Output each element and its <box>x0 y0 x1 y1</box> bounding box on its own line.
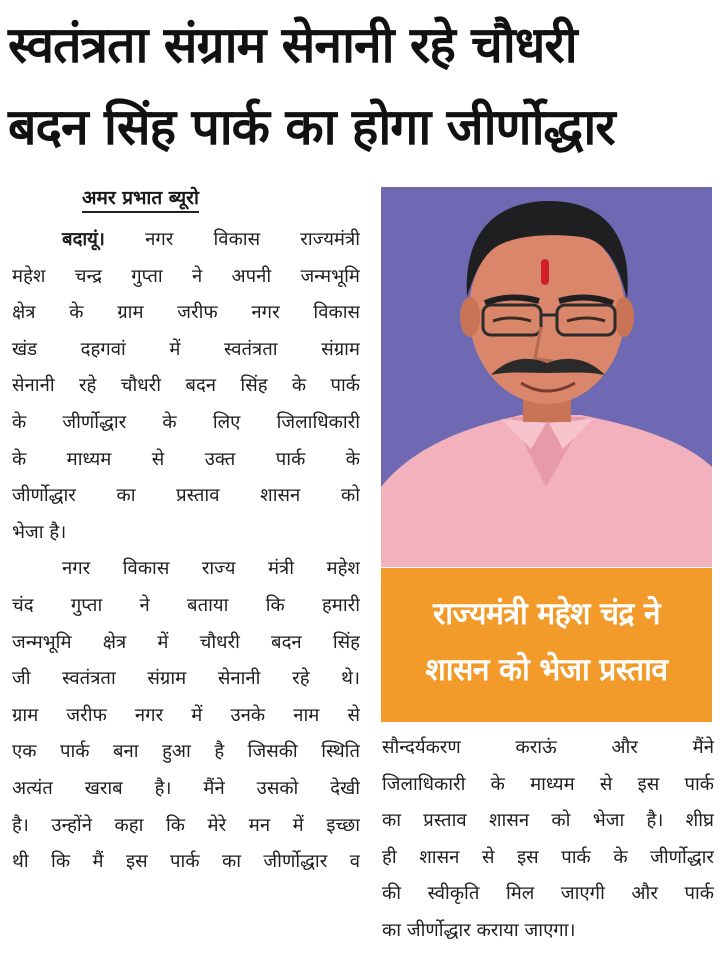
article-right-column <box>382 730 714 950</box>
article-line: का जीर्णोद्धार कराया जाएगा। <box>382 919 576 941</box>
article-line: ही शासन से इस पार्क के जीर्णोद्धार <box>382 846 714 868</box>
photo-caption <box>381 568 712 722</box>
article-line: ग्राम जरीफ नगर में उनके नाम से <box>12 704 360 726</box>
article-line: सेनानी रहे चौधरी बदन सिंह के पार्क <box>12 375 360 397</box>
article-line: क्षेत्र के ग्राम जरीफ नगर विकास <box>12 302 360 324</box>
headline-line-2: बदन सिंह पार्क का होगा जीर्णोद्धार <box>8 98 615 156</box>
article-line: थी कि मैं इस पार्क का जीर्णोद्धार व <box>12 851 360 873</box>
article-line: जन्मभूमि क्षेत्र में चौधरी बदन सिंह <box>12 631 360 653</box>
article-line: महेश चन्द्र गुप्ता ने अपनी जन्मभूमि <box>12 265 360 287</box>
caption-line-1: राज्यमंत्री महेश चंद्र ने <box>432 596 661 632</box>
article-line: चंद गुप्ता ने बताया कि हमारी <box>12 594 360 616</box>
article-line: भेजा है। <box>12 521 67 543</box>
article-line: के जीर्णोद्धार के लिए जिलाधिकारी <box>12 411 360 433</box>
caption-line-2: शासन को भेजा प्रस्ताव <box>425 652 668 688</box>
article-line: का प्रस्ताव शासन को भेजा है। शीघ्र <box>382 810 714 832</box>
article-line: नगर विकास राज्य मंत्री महेश <box>62 558 360 580</box>
article-line: की स्वीकृति मिल जाएगी और पार्क <box>382 883 714 905</box>
article-line: जीर्णोद्धार का प्रस्ताव शासन को <box>12 485 360 507</box>
article-line: के माध्यम से उक्त पार्क के <box>12 448 360 470</box>
article-line: बदायूं। नगर विकास राज्यमंत्री <box>62 229 360 250</box>
article-line: एक पार्क बना हुआ है जिसकी स्थिति <box>12 741 360 763</box>
article-line: सौन्दर्यकरण कराऊं और मैंने <box>382 737 714 758</box>
article-line: जी स्वतंत्रता संग्राम सेनानी रहे थे। <box>12 668 360 690</box>
portrait-illustration <box>381 187 712 567</box>
article-line: खंड दहगवां में स्वतंत्रता संग्राम <box>12 338 360 360</box>
article-line: अत्यंत खराब है। मैंने उसको देखी <box>12 777 360 799</box>
minister-photo <box>381 187 712 567</box>
headline-line-1: स्वतंत्रता संग्राम सेनानी रहे चौधरी <box>8 16 577 74</box>
byline: अमर प्रभात ब्यूरो <box>82 184 199 213</box>
dateline: बदायूं। <box>62 229 105 250</box>
article-line: है। उन्होंने कहा कि मेरे मन में इच्छा <box>12 814 360 836</box>
article-line: जिलाधिकारी के माध्यम से इस पार्क <box>382 773 714 795</box>
article-left-column <box>12 222 360 881</box>
headline <box>8 4 714 168</box>
